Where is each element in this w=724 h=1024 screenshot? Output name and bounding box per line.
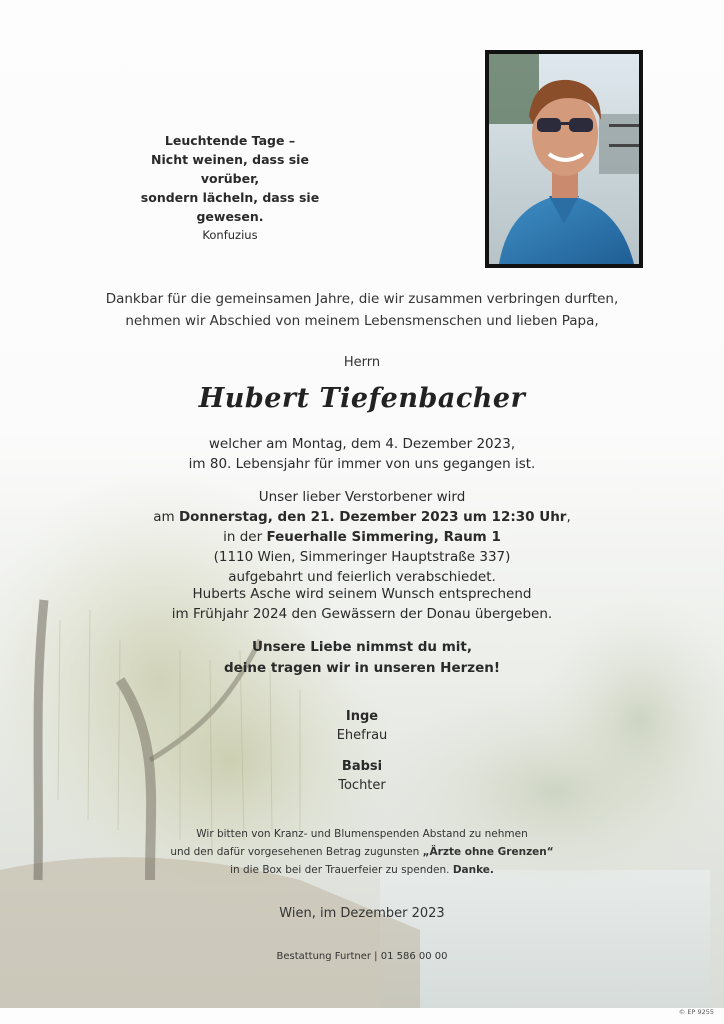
intro-line: Dankbar für die gemeinsamen Jahre, die wir zusammen verbringen durften, [105,291,619,307]
funeral-date-prefix: am [153,509,179,525]
ashes-line: im Frühjahr 2024 den Gewässern der Donau übergeben. [171,606,553,622]
ashes-line: Huberts Asche wird seinem Wunsch entsprechend [192,586,532,602]
quote-author: Konfuzius [202,228,258,242]
family-name: Inge [345,709,379,724]
request-line [0,861,724,879]
family-member [0,757,724,795]
salutation: Herrn [343,355,381,370]
funeral-venue: Feuerhalle Simmering, Raum 1 [266,529,501,545]
intro-line: nehmen wir Abschied von meinem Lebensmenschen und lieben Papa, [125,313,599,329]
love-line: deine tragen wir in unseren Herzen! [223,660,501,676]
funeral-date-line [0,507,724,527]
funeral-venue-prefix: in der [223,529,267,545]
family-relation: Ehefrau [336,728,388,743]
portrait-photo [485,50,643,268]
place-date: Wien, im Dezember 2023 [279,906,445,921]
portrait-image [489,54,639,264]
funeral-address: (1110 Wien, Simmeringer Hauptstraße 337) [213,549,511,565]
request-line: Wir bitten von Kranz- und Blumenspenden Abstand zu nehmen [196,828,528,840]
quote-line: Leuchtende Tage – [164,133,296,148]
intro-text [0,288,724,332]
deceased-name: Hubert Tiefenbacher [198,383,526,414]
thanks: Danke. [452,864,494,876]
quote-line: Nicht weinen, dass sie vorüber, [151,152,309,186]
quote-line: sondern lächeln, dass sie gewesen. [140,190,320,224]
funeral-line: aufgebahrt und feierlich verabschiedet. [228,569,496,585]
donation-request [0,825,724,879]
quote-block [120,131,340,245]
funeral-line: Unser lieber Verstorbener wird [258,489,466,505]
love-line: Unsere Liebe nimmst du mit, [252,639,472,655]
death-line: welcher am Montag, dem 4. Dezember 2023, [208,436,516,452]
funeral-venue-line [0,527,724,547]
death-info [0,434,724,474]
family-name: Babsi [341,759,383,774]
ashes-info [0,584,724,624]
charity-name: „Ärzte ohne Grenzen“ [422,846,554,858]
death-line: im 80. Lebensjahr für immer von uns gegangen ist. [188,456,536,472]
request-line [0,843,724,861]
funeral-date-suffix: , [566,509,571,525]
family-relation: Tochter [338,778,386,793]
love-message [0,637,724,679]
undertaker-info: Bestattung Furtner | 01 586 00 00 [276,951,448,962]
print-code: © EP 9255 [678,1008,714,1016]
family-member [0,707,724,745]
funeral-details [0,487,724,587]
funeral-date: Donnerstag, den 21. Dezember 2023 um 12:30 Uhr [178,509,567,525]
request-text: in die Box bei der Trauerfeier zu spenden. [230,864,453,876]
request-text: und den dafür vorgesehenen Betrag zugunsten [170,846,423,858]
